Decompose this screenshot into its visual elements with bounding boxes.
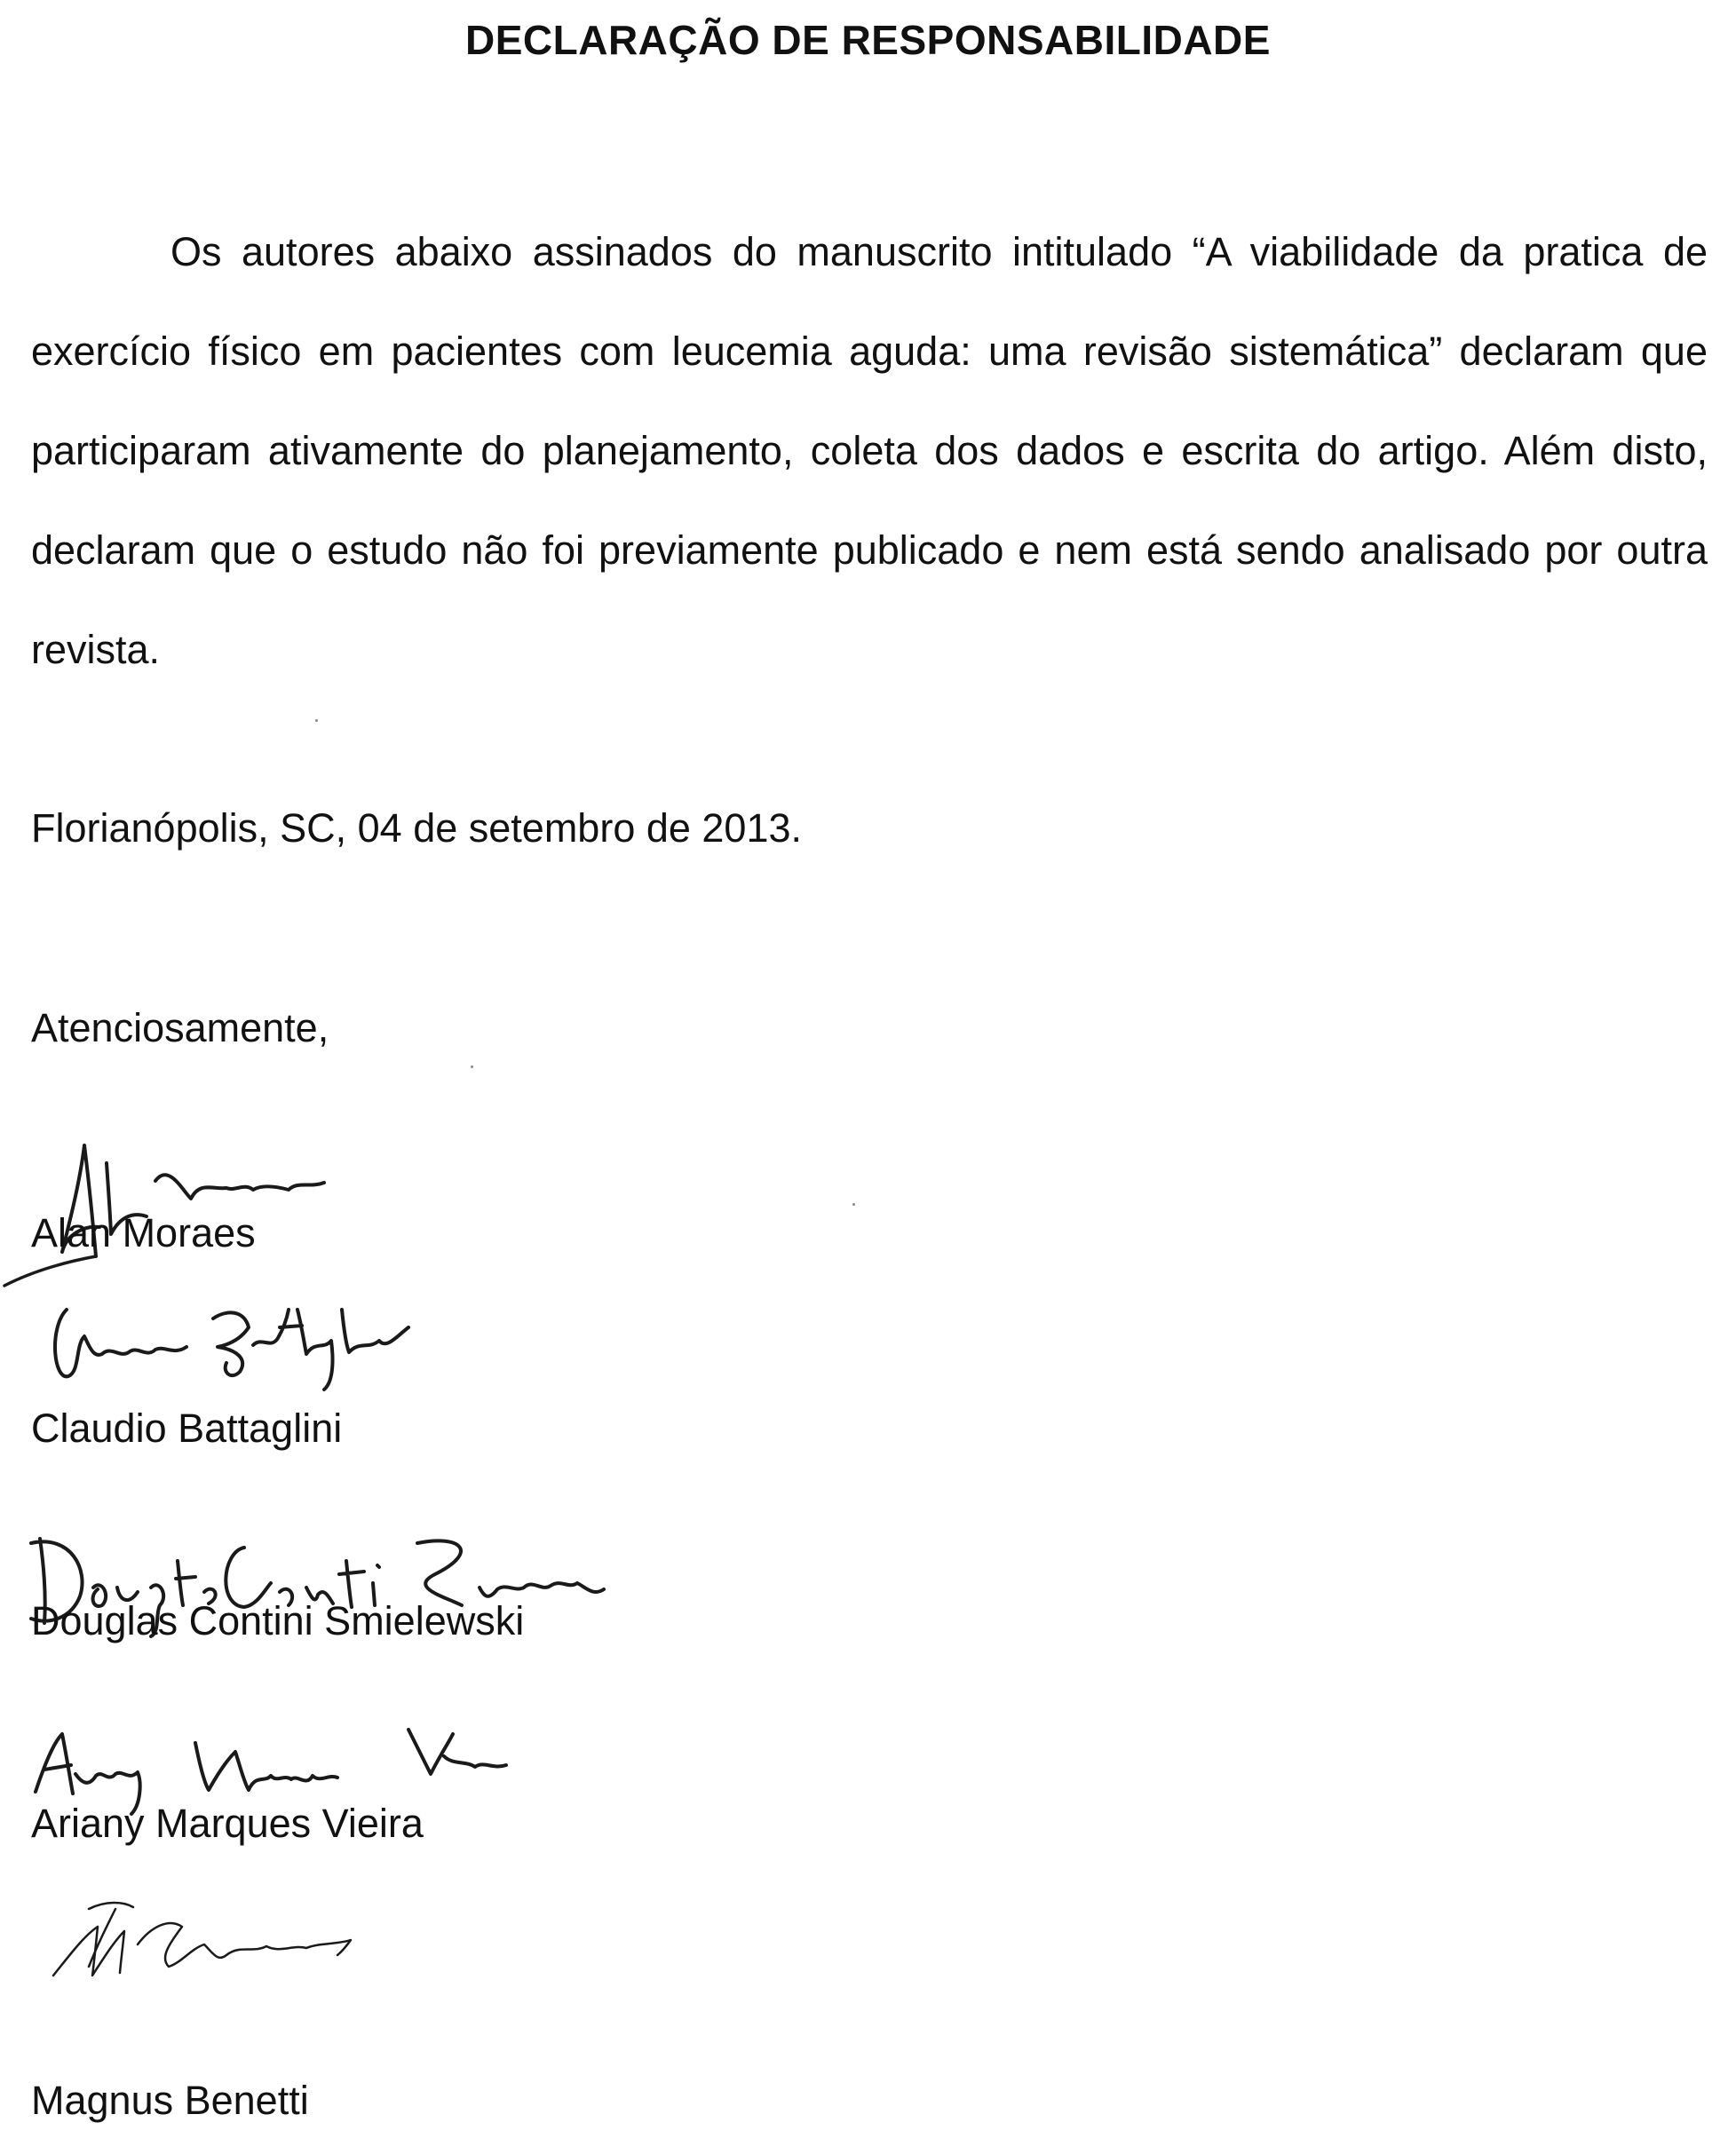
signer-name-ariany-marques-vieira: Ariany Marques Vieira — [31, 1801, 424, 1846]
signature-magnus-benetti — [36, 1891, 373, 1998]
scan-speck — [315, 719, 318, 722]
signer-name-douglas-contini-smielewski: Douglas Contini Smielewski — [31, 1598, 525, 1643]
signer-name-magnus-benetti: Magnus Benetti — [31, 2078, 309, 2123]
closing-salutation: Atenciosamente, — [31, 1005, 329, 1050]
declaration-body: Os autores abaixo assinados do manuscrito intitulado “A viabilidade da pratica de exercício físico em pacientes com leucemia aguda: uma revisão sistemática” declaram que participaram ativamente do planejamento, coleta dos dados e escrita do artigo. Além disto, declaram que o estudo não foi previamente publicado e nem está sendo analisado por outra revista. — [31, 229, 1708, 672]
signer-name-claudio-battaglini: Claudio Battaglini — [31, 1406, 343, 1451]
document-title: DECLARAÇÃO DE RESPONSABILIDADE — [465, 17, 1271, 63]
scan-speck — [471, 1065, 473, 1068]
place-and-date: Florianópolis, SC, 04 de setembro de 2013. — [31, 805, 803, 851]
signer-name-alan-moraes: Alan Moraes — [31, 1210, 256, 1255]
signature-claudio-battaglini — [49, 1292, 422, 1403]
scan-speck — [852, 1203, 855, 1206]
